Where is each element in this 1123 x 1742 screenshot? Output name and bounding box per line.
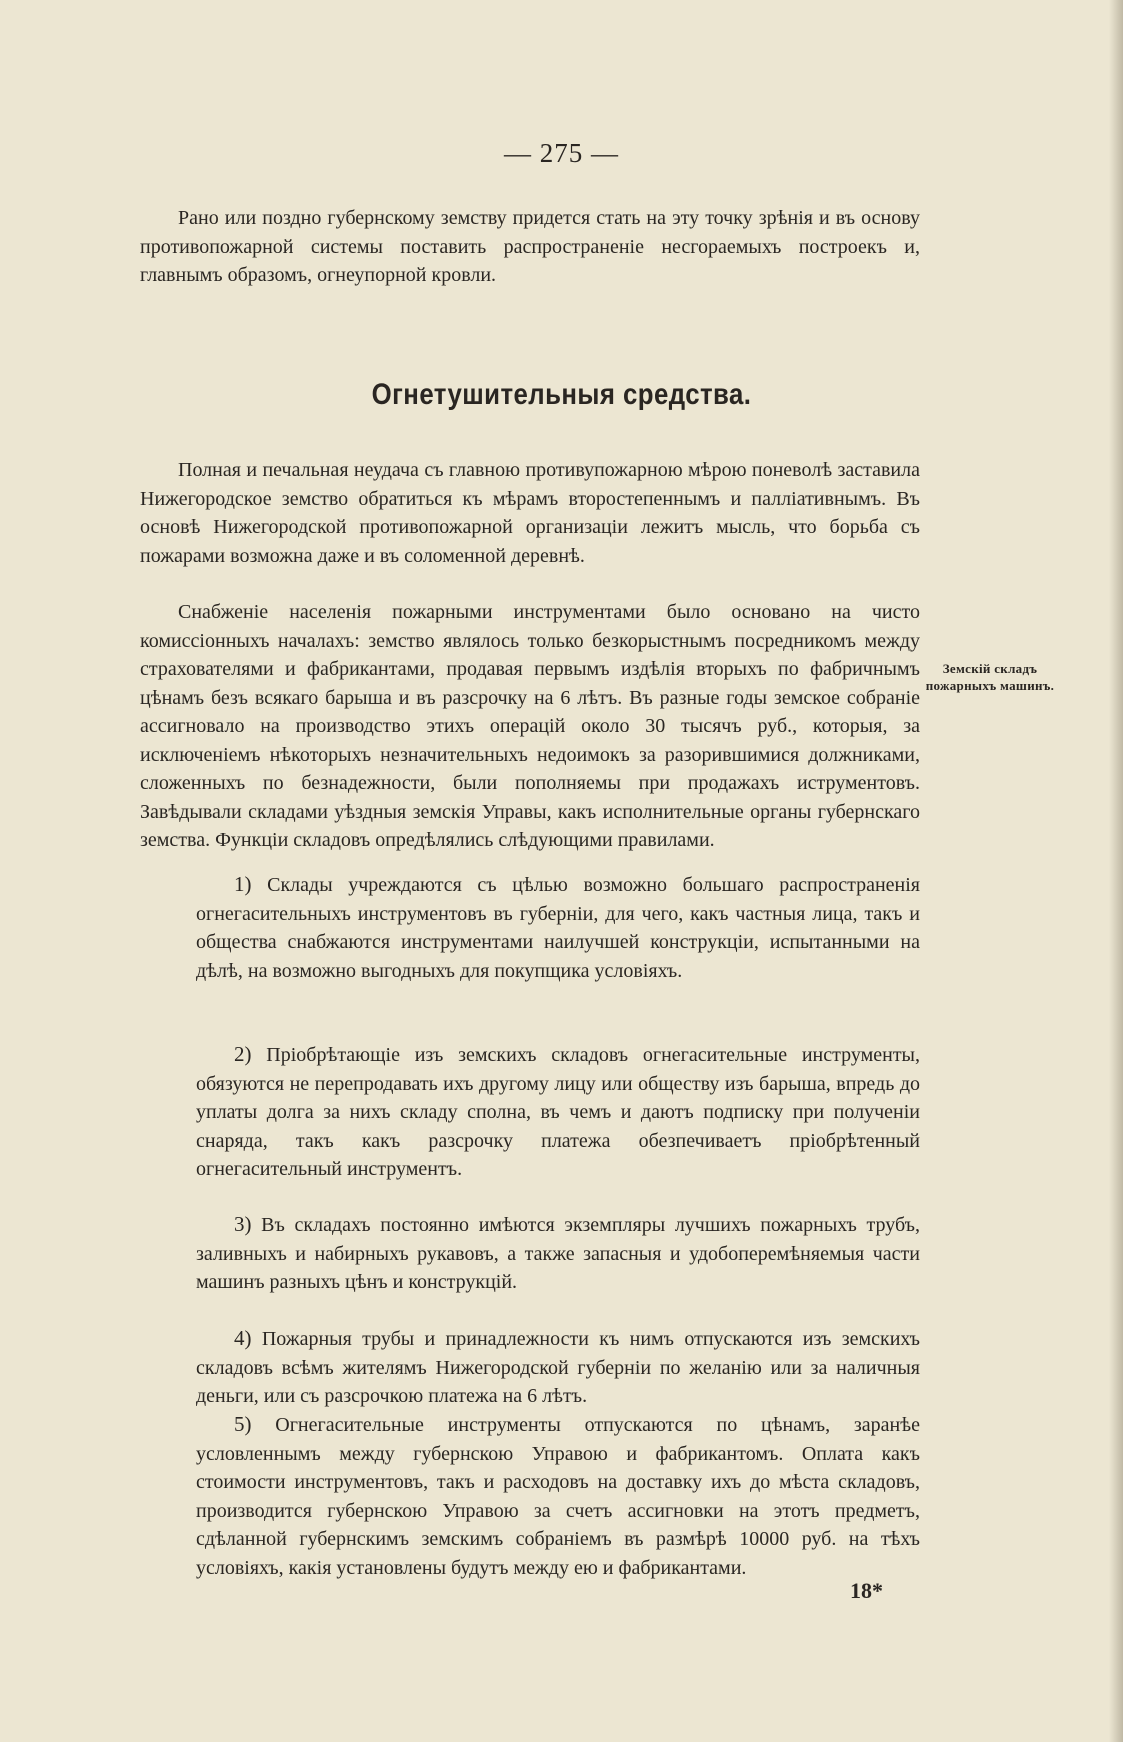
paragraph-2: Снабженіе населенія пожарными инструментами было основано на чисто комиссіонныхъ началахъ: земство являлось только безкорыстнымъ посредникомъ между страхователями и фабрикантами, продавая первымъ издѣлія вторыхъ по фабричнымъ цѣнамъ безъ всякаго барыша и въ разсрочку на 6 лѣтъ. Въ разные годы земское собраніе ассигновало на производство этихъ операцій около 30 тысячъ руб., которыя, за исключеніемъ нѣкоторыхъ незначительныхъ недоимокъ за разорившимися должниками, сложенныхъ по безнадежности, были пополняемы при продажахъ иструментовъ. Завѣдывали складами уѣздныя земскія Управы, какъ исполнительные органы губернскаго земства. Функціи складовъ опредѣлялись слѣдующими правилами. — [140, 601, 920, 851]
rule-number: 2) — [234, 1042, 252, 1066]
margin-note: Земскій складъ пожарныхъ машинъ. — [925, 661, 1055, 693]
rule-text: Въ складахъ постоянно имѣются экземпляры лучшихъ пожарныхъ трубъ, заливныхъ и набирныхъ рукавовъ, а также запасныя и удобоперемѣняемыя части машинъ разныхъ цѣнъ и конструкцій. — [196, 1214, 920, 1293]
rule-text: Склады учреждаются съ цѣлью возможно большаго распространенія огнегасительныхъ инструментовъ въ губерніи, для чего, какъ частныя лица, такъ и общества снабжаются инструментами наилучшей конструкціи, испытанными на дѣлѣ, на возможно выгодныхъ для покупщика условіяхъ. — [196, 874, 920, 982]
rule-item-5 — [196, 1410, 920, 1582]
rule-number: 4) — [234, 1326, 252, 1350]
rule-number: 3) — [234, 1212, 252, 1236]
rule-item-1 — [196, 870, 920, 985]
page-number: — 275 — — [504, 138, 619, 168]
intro-paragraph: Рано или поздно губернскому земству придется стать на эту точку зрѣнія и въ основу противопожарной системы поставить распространеніе несгораемыхъ построекъ и, главнымъ образомъ, огнеупорной кровли. — [140, 207, 920, 286]
rule-text: Огнегасительные инструменты отпускаются по цѣнамъ, заранѣе условленнымъ между губернскою Управою и фабрикантомъ. Оплата какъ стоимости инструментовъ, такъ и расходовъ на доставку ихъ до мѣста складовъ, производится губернскою Управою за счетъ ассигновки на этотъ предметъ, сдѣланной губернскимъ земскимъ собраніемъ въ размѣрѣ 10000 руб. на тѣхъ условіяхъ, какія установлены будутъ между ею и фабрикантами. — [196, 1414, 920, 1579]
rule-text: Пожарныя трубы и принадлежности къ нимъ отпускаются изъ земскихъ складовъ всѣмъ жителямъ Нижегородской губерніи по желанію или за наличныя деньги, или съ разсрочкою платежа на 6 лѣтъ. — [196, 1328, 921, 1407]
rule-number: 1) — [234, 872, 252, 896]
rule-text: Пріобрѣтающіе изъ земскихъ складовъ огнегасительные инструменты, обязуются не перепродавать ихъ другому лицу или обществу изъ барыша, впредь до уплаты долга за нихъ складу сполна, въ чемъ и даютъ подписку при полученіи снаряда, такъ какъ разсрочку платежа обезпечиваетъ пріобрѣтенный огнегасительный инструментъ. — [196, 1044, 920, 1180]
signature-mark: 18* — [850, 1578, 883, 1603]
page-spine-shadow — [1109, 0, 1123, 1742]
section-title: Огнетушительныя средства. — [371, 378, 752, 411]
paragraph-1: Полная и печальная неудача съ главною противупожарною мѣрою поневолѣ заставила Нижегородское земство обратиться къ мѣрамъ второстепеннымъ и палліативнымъ. Въ основѣ Нижегородской противопожарной организаціи лежитъ мысль, что борьба съ пожарами возможна даже и въ соломенной деревнѣ. — [140, 459, 920, 567]
rule-number: 5) — [234, 1412, 252, 1436]
rule-item-4 — [196, 1324, 920, 1411]
rule-item-3 — [196, 1210, 920, 1297]
rule-item-2 — [196, 1040, 920, 1184]
